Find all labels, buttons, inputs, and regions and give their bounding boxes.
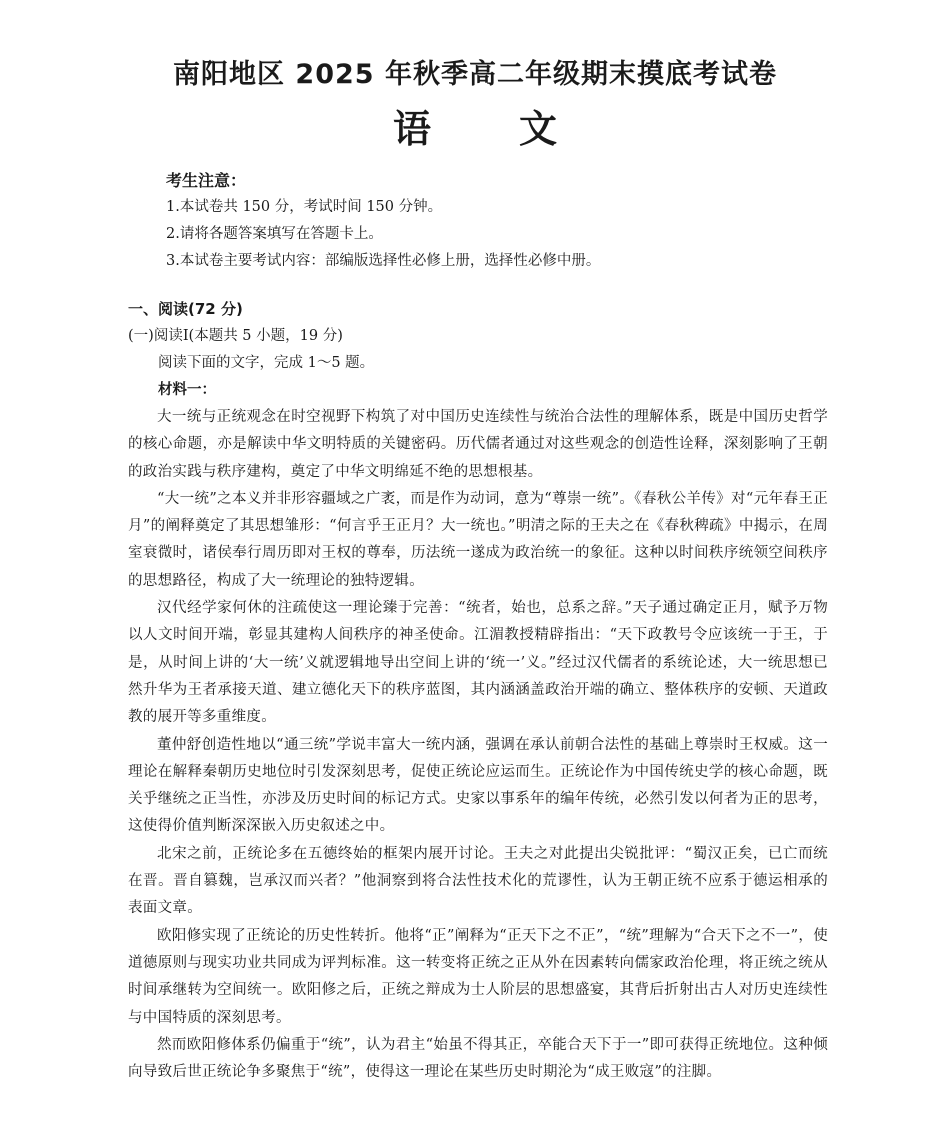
notice-title: 考生注意： xyxy=(166,171,247,190)
notice-item-3: 3.本试卷主要考试内容：部编版选择性必修上册，选择性必修中册。 xyxy=(166,253,601,269)
subject-char-1: 语 xyxy=(392,107,431,151)
paragraph-2: “大一统”之本义并非形容疆域之广袤，而是作为动词，意为“尊崇一统”。《春秋公羊传》对“元年春王正月”的阐释奠定了其思想雏形：“何言乎王正月？大一统也。”明清之际的王夫之在《春秋稗疏》中揭示，在周室衰微时，诸侯奉行周历即对王权的尊奉，历法统一遂成为政治统一的象征。这种以时间秩序统领空间秩序的思想路径，构成了大一统理论的独特逻辑。 xyxy=(128,490,828,589)
subject-title xyxy=(0,98,950,153)
paragraph-6: 欧阳修实现了正统论的历史性转折。他将“正”阐释为“正天下之不正”，“统”理解为“合天下之不一”，使道德原则与现实功业共同成为评判标准。这一转变将正统之正从外在因素转向儒家政治伦理，将正统之统从时间承继转为空间统一。欧阳修之后，正统之辩成为士人阶层的思想盛宴，其背后折射出古人对历史连续性与中国特质的深刻思考。 xyxy=(128,927,828,1026)
paragraph-4: 董仲舒创造性地以“通三统”学说丰富大一统内涵，强调在承认前朝合法性的基础上尊崇时王权威。这一理论在解释秦朝历史地位时引发深刻思考，促使正统论应运而生。正统论作为中国传统史学的核心命题，既关乎继统之正当性，亦涉及历史时间的标记方式。史家以事系年的编年传统，必然引发以何者为正的思考，这使得价值判断深深嵌入历史叙述之中。 xyxy=(128,736,828,835)
paragraph-7: 然而欧阳修体系仍偏重于“统”，认为君主“始虽不得其正，卒能合天下于一”即可获得正统地位。这种倾向导致后世正统论争多聚焦于“统”，使得这一理论在某些历史时期沦为“成王败寇”的注脚。 xyxy=(128,1036,828,1081)
paragraph-5: 北宋之前，正统论多在五德终始的框架内展开讨论。王夫之对此提出尖锐批评：“蜀汉正矣，已亡而统在晋。晋自篡魏，岂承汉而兴者？”他洞察到将合法性技术化的荒谬性，认为王朝正统不应系于德运相承的表面文章。 xyxy=(128,845,828,917)
paragraph-3: 汉代经学家何休的注疏使这一理论臻于完善：“统者，始也，总系之辞。”天子通过确定正月，赋予万物以人文时间开端，彰显其建构人间秩序的神圣使命。江湄教授精辟指出：“天下政教号令应该统一于王，于是，从时间上讲的‘大一统’义就逻辑地导出空间上讲的‘统一’义。”经过汉代儒者的系统论述，大一统思想已然升华为王者承接天道、建立德化天下的秩序蓝图，其内涵涵盖政治开端的确立、整体秩序的安顿、天道政教的展开等多重维度。 xyxy=(128,600,828,726)
subject-char-2: 文 xyxy=(519,107,558,151)
paragraph-1: 大一统与正统观念在时空视野下构筑了对中国历史连续性与统治合法性的理解体系，既是中国历史哲学的核心命题，亦是解读中华文明特质的关键密码。历代儒者通过对这些观念的创造性诠释，深刻影响了王朝的政治实践与秩序建构，奠定了中华文明绵延不绝的思想根基。 xyxy=(128,409,828,480)
candidate-notice xyxy=(166,168,866,275)
reading-section xyxy=(128,296,828,1086)
material-label: 材料一： xyxy=(158,382,216,398)
notice-item-1: 1.本试卷共 150 分，考试时间 150 分钟。 xyxy=(166,199,443,215)
exam-title: 南阳地区 2025 年秋季高二年级期末摸底考试卷 xyxy=(173,59,777,90)
instruction-text: 阅读下面的文字，完成 1～5 题。 xyxy=(158,355,375,371)
section-heading: 一、阅读(72 分) xyxy=(128,300,243,318)
sub-section-heading: (一)阅读Ⅰ(本题共 5 小题，19 分) xyxy=(128,328,343,344)
notice-item-2: 2.请将各题答案填写在答题卡上。 xyxy=(166,226,383,242)
